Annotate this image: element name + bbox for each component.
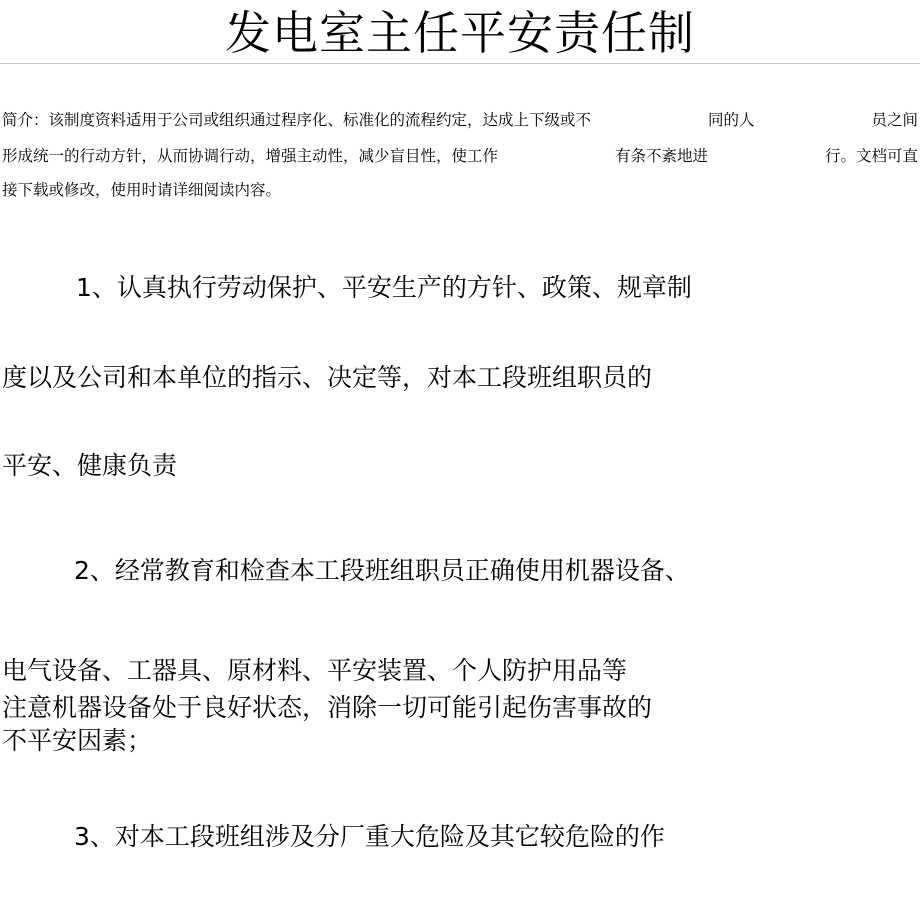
document-title: 发电室主任平安责任制 bbox=[0, 0, 920, 64]
paragraph-1-line-1: 1、认真执行劳动保护、平安生产的方针、政策、规章制 bbox=[76, 273, 692, 302]
intro-line-1 bbox=[2, 110, 918, 130]
intro-line-2-part-a: 形成统一的行动方针，从而协调行动，增强主动性，减少盲目性，使工作 bbox=[2, 147, 499, 165]
paragraph-3-line-1: 3、对本工段班组涉及分厂重大危险及其它较危险的作 bbox=[74, 822, 665, 851]
paragraph-2-line-4: 不平安因素； bbox=[2, 726, 153, 755]
intro-line-2 bbox=[2, 146, 918, 166]
intro-line-2-part-b: 有条不紊地进 bbox=[614, 147, 708, 165]
intro-line-1-part-c: 员之间 bbox=[871, 111, 918, 129]
paragraph-2-line-2: 电气设备、工器具、原材料、平安装置、个人防护用品等 bbox=[2, 656, 628, 685]
intro-line-3: 接下载或修改，使用时请详细阅读内容。 bbox=[2, 181, 282, 199]
paragraph-2-line-3: 注意机器设备处于良好状态，消除一切可能引起伤害事故的 bbox=[2, 693, 653, 722]
paragraph-1-line-3: 平安、健康负责 bbox=[2, 451, 178, 480]
paragraph-1-line-2: 度以及公司和本单位的指示、决定等，对本工段班组职员的 bbox=[2, 363, 653, 392]
intro-line-1-part-a: 简介：该制度资料适用于公司或组织通过程序化、标准化的流程约定，达成上下级或不 bbox=[2, 111, 592, 129]
paragraph-2-line-1: 2、经常教育和检查本工段班组职员正确使用机器设备、 bbox=[74, 556, 690, 585]
intro-line-2-part-c: 行。文档可直 bbox=[824, 147, 918, 165]
intro-line-1-part-b: 同的人 bbox=[707, 111, 755, 129]
